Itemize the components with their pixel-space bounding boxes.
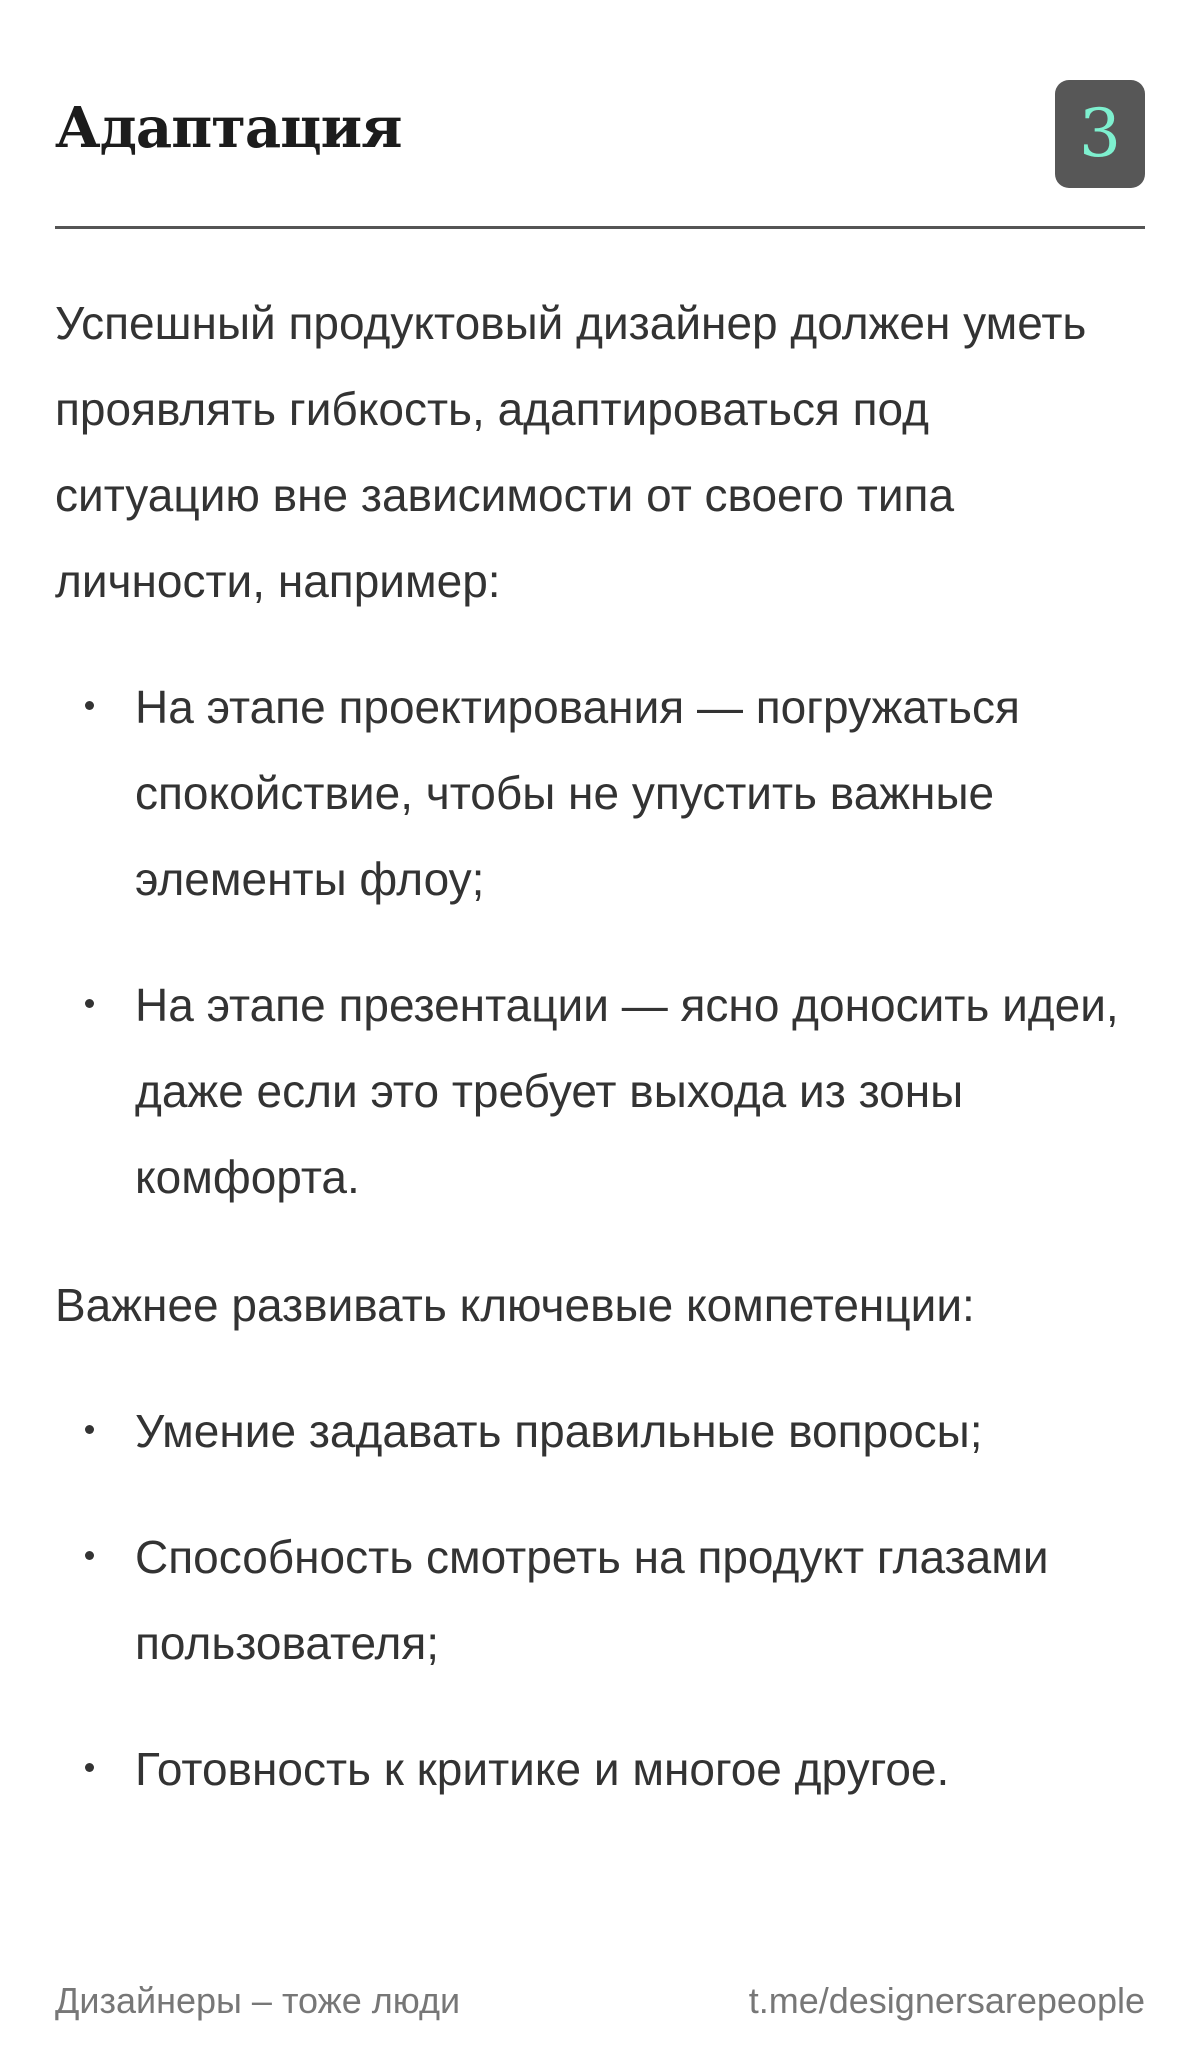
list-item-text: На этапе презентации — ясно доносить идеи, даже если это требует выхода из зоны комфорта. <box>135 979 1119 1203</box>
list-item <box>55 1726 1145 1812</box>
page-number-badge: 3 <box>1055 80 1145 188</box>
page-title: Адаптация <box>55 95 402 161</box>
intro-paragraph: Успешный продуктовый дизайнер должен уметь проявлять гибкость, адаптироваться под ситуацию вне зависимости от своего типа личности, например: <box>55 297 1087 607</box>
list-item <box>55 1388 1145 1474</box>
competencies-list <box>55 1388 1145 1812</box>
header <box>55 80 1145 188</box>
examples-list <box>55 664 1145 1220</box>
main-content <box>55 280 1145 1812</box>
footer <box>55 1980 1145 2030</box>
footer-channel-name: Дизайнеры – тоже люди <box>55 1980 461 2021</box>
list-item <box>55 1514 1145 1686</box>
list-item <box>55 664 1145 922</box>
list-item-text: Способность смотреть на продукт глазами пользователя; <box>135 1531 1049 1669</box>
bullet-icon <box>85 1551 94 1560</box>
bullet-icon <box>85 1425 94 1434</box>
list-item-text: Умение задавать правильные вопросы; <box>135 1405 983 1457</box>
bullet-icon <box>85 1763 94 1772</box>
footer-channel-link[interactable]: t.me/designersarepeople <box>748 1980 1145 2021</box>
list-item-text: На этапе проектирования — погружаться спокойствие, чтобы не упустить важные элементы флоу; <box>135 681 1020 905</box>
competencies-intro: Важнее развивать ключевые компетенции: <box>55 1279 975 1331</box>
list-item-text: Готовность к критике и многое другое. <box>135 1743 950 1795</box>
bullet-icon <box>85 999 94 1008</box>
header-divider <box>55 226 1145 229</box>
list-item <box>55 962 1145 1220</box>
bullet-icon <box>85 701 94 710</box>
